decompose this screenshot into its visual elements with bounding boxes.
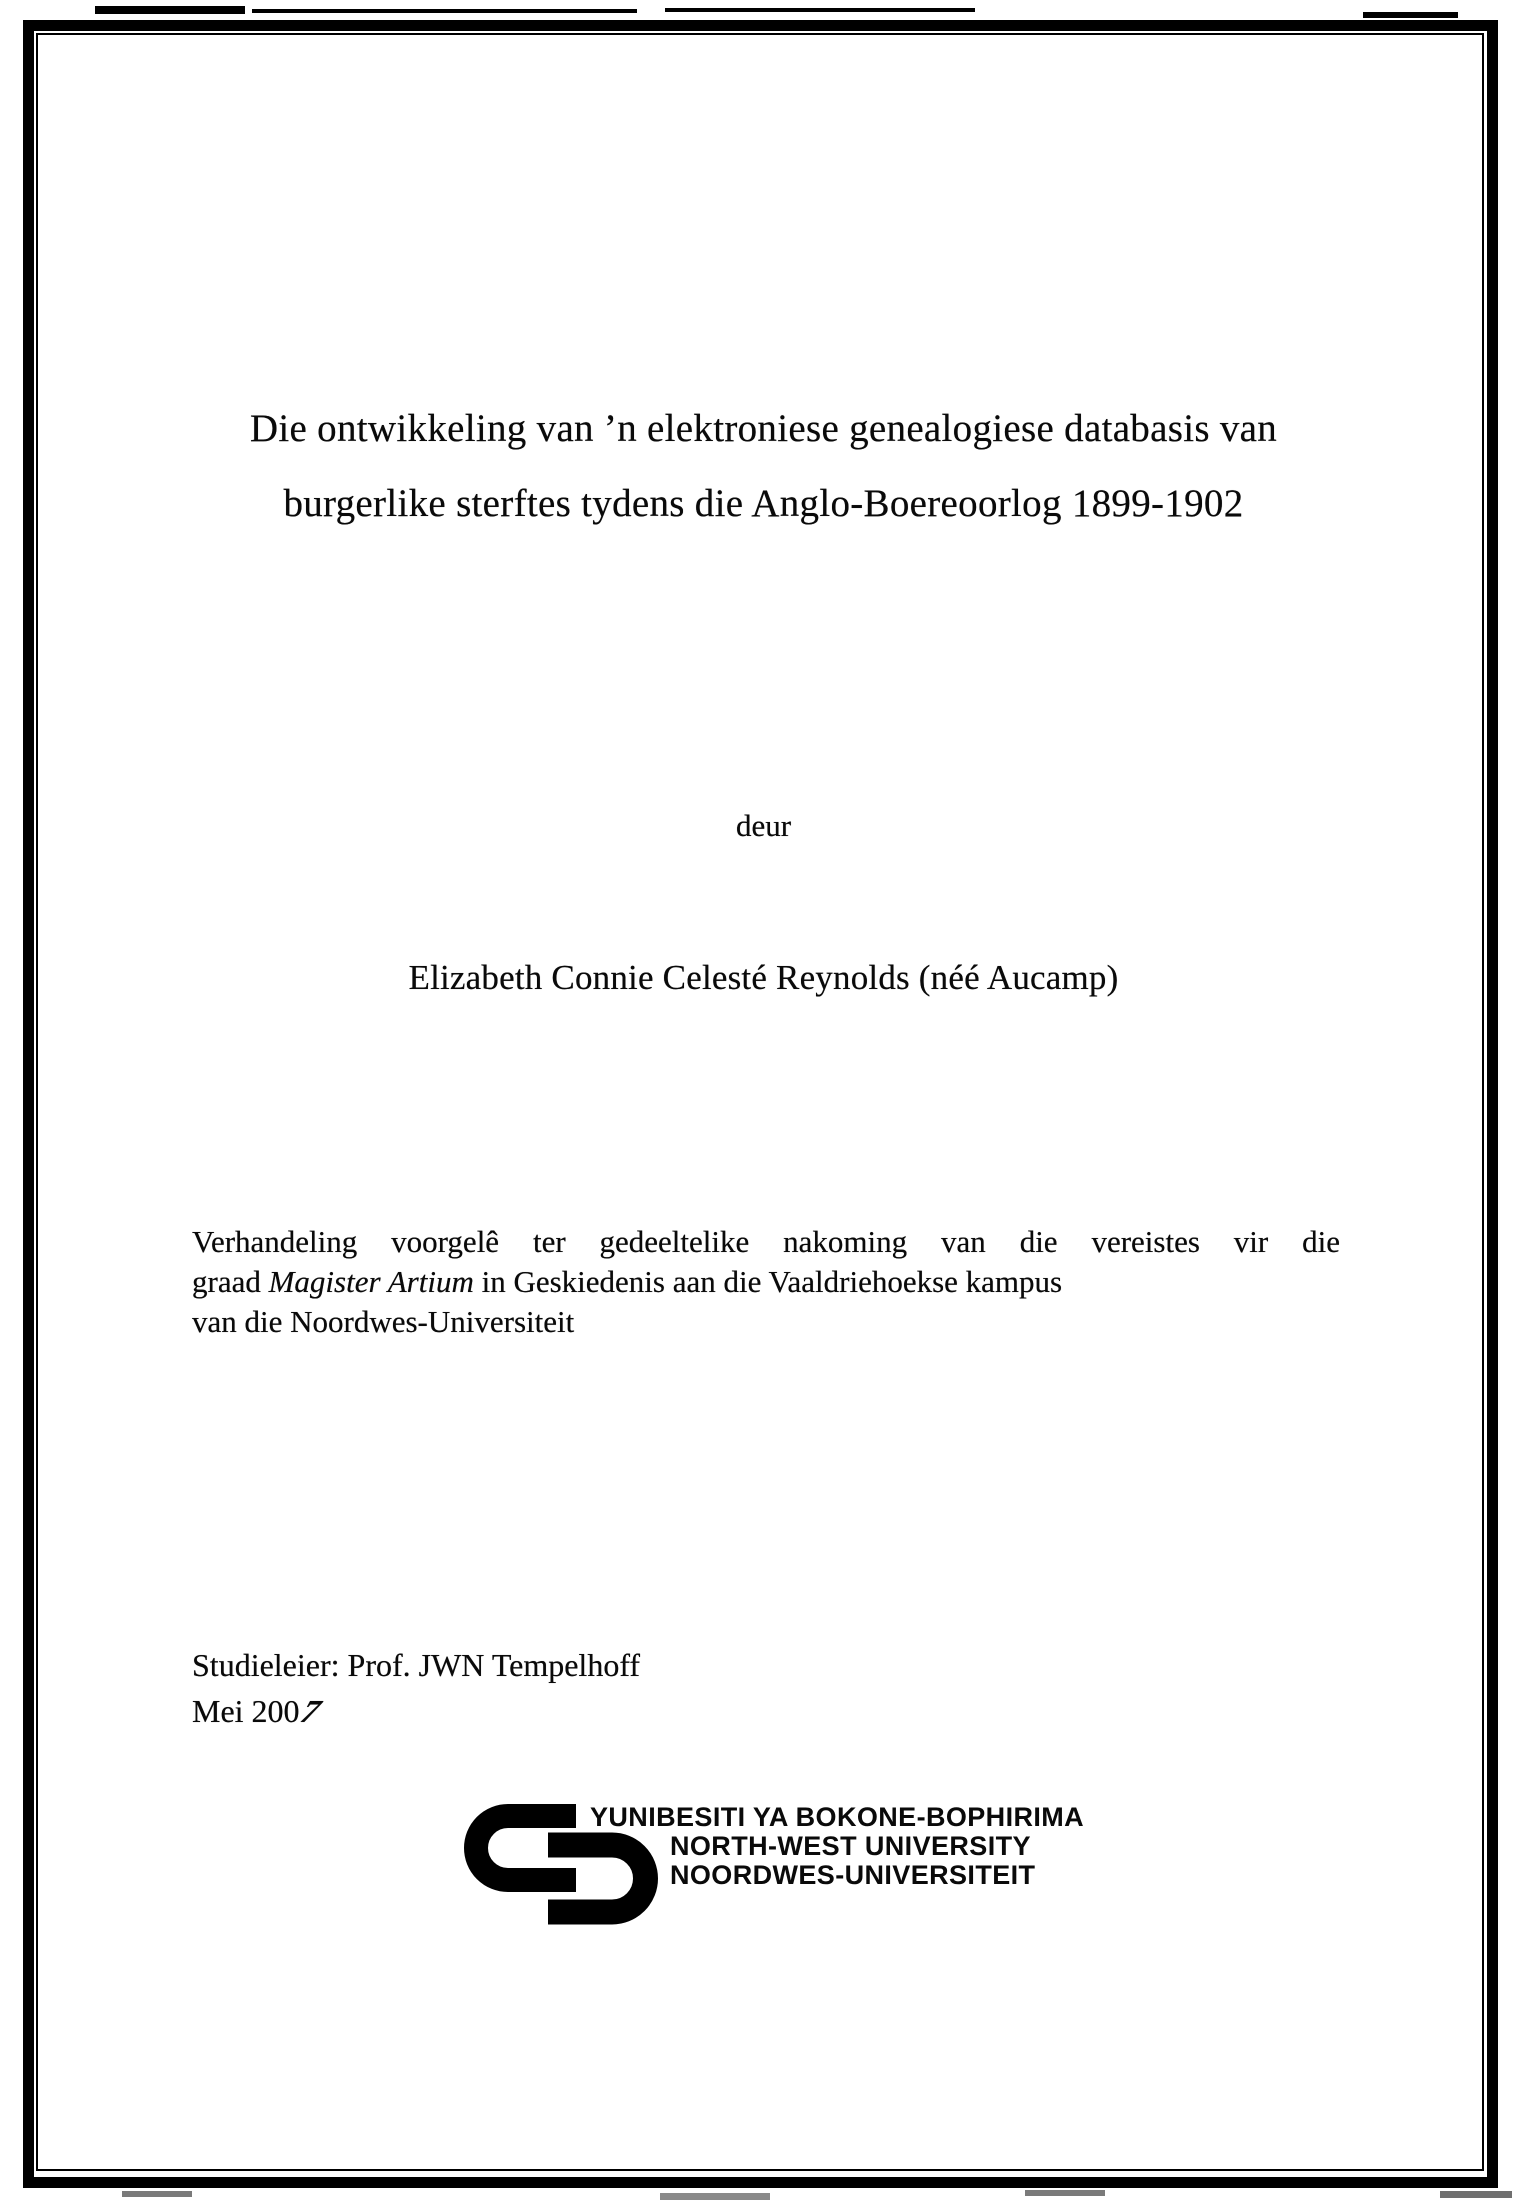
scan-artifact [122,2191,192,2197]
scan-artifact [660,2193,770,2200]
statement-line-2-post: in Geskiedenis aan die Vaaldriehoekse kampus [473,1264,1063,1299]
supervisor-block [192,1642,640,1734]
university-name-english: NORTH-WEST UNIVERSITY [670,1831,1031,1861]
author-name: Elizabeth Connie Celesté Reynolds (néé Aucamp) [408,958,1119,997]
thesis-title-line-1: Die ontwikkeling van ’n elektroniese genealogiese databasis van [249,407,1278,450]
statement-line-2 [192,1262,1340,1302]
byline: deur [735,808,792,843]
scan-artifact [252,9,637,13]
university-name-setswana: YUNIBESITI YA BOKONE-BOPHIRIMA [590,1802,1085,1832]
distorted-seven-glyph: 7 [292,1693,329,1729]
degree-name-italic: Magister Artium [268,1264,474,1299]
supervisor-line: Studieleier: Prof. JWN Tempelhoff [192,1647,641,1683]
scan-artifact [1363,12,1458,18]
university-name-afrikaans: NOORDWES-UNIVERSITEIT [670,1860,1036,1890]
date-prefix: Mei 200 [192,1693,300,1729]
statement-line-3: van die Noordwes-Universiteit [192,1304,575,1339]
thesis-title [110,391,1417,541]
scan-artifact [1025,2190,1105,2196]
statement-line-1: Verhandeling voorgelê ter gedeeltelike nakoming van die vereistes vir die [192,1224,1340,1259]
scan-artifact [1440,2191,1512,2198]
university-wordmark [590,1803,1084,1890]
thesis-title-line-2: burgerlike sterftes tydens die Anglo-Boereoorlog 1899-1902 [283,482,1244,525]
submission-statement [192,1222,1340,1342]
scan-artifact [665,8,975,12]
statement-line-2-pre: graad [192,1264,269,1299]
date-line [192,1688,640,1734]
scan-artifact [95,6,245,14]
